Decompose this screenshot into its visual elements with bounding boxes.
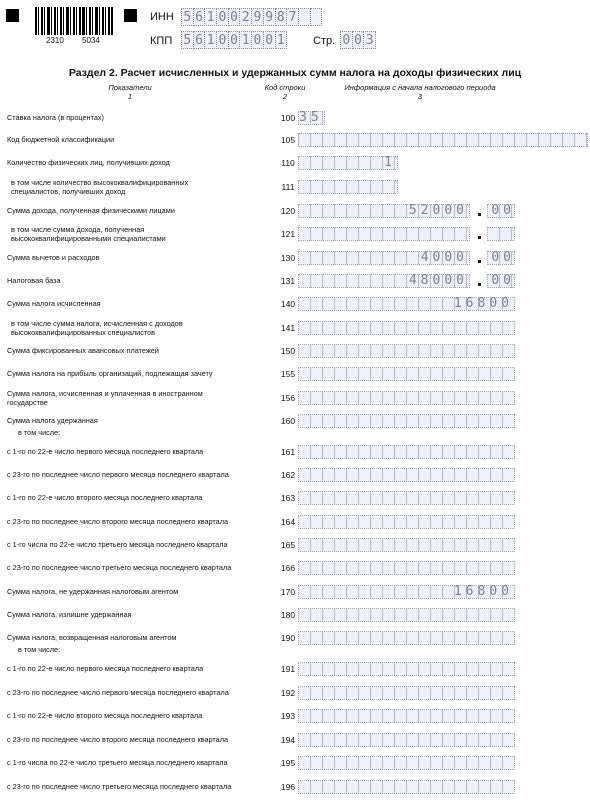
row-label-140: Сумма налога исчисленная — [7, 299, 101, 308]
row-label-190: Сумма налога, возвращенная налоговым агентом — [7, 633, 177, 642]
row-sublabel-190: в том числе: — [18, 645, 61, 654]
decimal-point-120 — [478, 213, 481, 216]
field-141[interactable] — [298, 321, 515, 335]
row-code-121: 121 — [280, 229, 296, 239]
row-code-195: 195 — [280, 758, 296, 768]
row-code-110: 110 — [281, 158, 295, 168]
row-label-195: с 1-го числа по 22-е число третьего месяца последнего квартала — [7, 758, 228, 767]
row-code-164: 164 — [280, 517, 296, 527]
row-label-111: в том числе количество высококвалифицированных специалистов, получивших доход — [11, 178, 189, 196]
row-label-155: Сумма налога на прибыль организаций, подлежащая зачету — [7, 369, 213, 378]
row-label-192: с 23-го по последнее число первого месяца последнего квартала — [7, 688, 229, 697]
column-number-2: 2 — [282, 92, 288, 101]
column-header-line-code-label: Код строки — [264, 83, 306, 92]
value-100: 35 — [299, 110, 323, 125]
kpp-cell: 1 — [275, 31, 288, 49]
inn-cell — [310, 8, 323, 26]
row-label-100: Ставка налога (в процентах) — [7, 113, 104, 122]
inn-cell: 5 — [181, 8, 194, 26]
row-label-131: Налоговая база — [7, 276, 61, 285]
page-cell: 3 — [363, 31, 376, 49]
row-code-140: 140 — [280, 299, 296, 309]
inn-label: ИНН — [150, 11, 174, 23]
decimal-point-131 — [478, 283, 481, 286]
value-130: 4000 — [420, 250, 468, 265]
barcode-number-right: 5034 — [82, 36, 100, 45]
row-code-120: 120 — [280, 206, 296, 216]
row-label-180: Сумма налога, излишне удержанная — [7, 610, 132, 619]
column-number-1: 1 — [127, 92, 133, 101]
inn-cell: 2 — [239, 8, 252, 26]
field-190[interactable] — [298, 631, 515, 645]
inn-cell: 6 — [193, 8, 206, 26]
row-code-150: 150 — [280, 346, 296, 356]
row-code-100: 100 — [280, 113, 296, 123]
field-191[interactable] — [298, 662, 515, 676]
value-131: 48000 — [408, 273, 468, 288]
corner-marker-left — [6, 9, 19, 22]
section-title: Раздел 2. Расчет исчисленных и удержанных сумм налога на доходы физических лиц — [68, 67, 522, 79]
row-code-141: 141 — [280, 323, 296, 333]
field-161[interactable] — [298, 445, 515, 459]
value-110: 1 — [384, 155, 396, 170]
inn-cell: 7 — [286, 8, 299, 26]
value-120: 52000 — [408, 203, 468, 218]
kpp-cell: 6 — [193, 31, 206, 49]
page-cell: 0 — [340, 31, 353, 49]
field-155[interactable] — [298, 367, 515, 381]
field-196[interactable] — [298, 780, 515, 794]
value-140: 16800 — [453, 296, 513, 311]
field-111[interactable] — [298, 180, 398, 194]
value-kop-130: 00 — [491, 250, 515, 265]
page-cell: 0 — [352, 31, 365, 49]
row-code-131: 131 — [280, 276, 296, 286]
kpp-cell: 0 — [251, 31, 264, 49]
kpp-cell: 1 — [204, 31, 217, 49]
row-label-165: с 1-го числа по 22-е число третьего месяца последнего квартала — [7, 540, 228, 549]
row-code-162: 162 — [280, 470, 296, 480]
field-160[interactable] — [298, 414, 515, 428]
row-code-163: 163 — [280, 493, 296, 503]
row-label-105: Код бюджетной классификации — [7, 135, 115, 144]
field-156[interactable] — [298, 391, 515, 405]
row-label-162: с 23-го по последнее число первого месяца последнего квартала — [7, 470, 229, 479]
row-label-161: с 1-го по 22-е число первого месяца последнего квартала — [7, 447, 204, 456]
inn-field[interactable] — [181, 8, 321, 26]
page-number-field[interactable] — [340, 31, 375, 49]
row-label-196: с 23-го по последнее число третьего месяца последнего квартала — [7, 782, 232, 791]
decimal-point-130 — [478, 260, 481, 263]
row-code-190: 190 — [280, 633, 296, 643]
field-163[interactable] — [298, 491, 515, 505]
row-label-170: Сумма налога, не удержанная налоговым агентом — [7, 587, 179, 596]
column-header-indicators-label: Показатели — [108, 83, 152, 92]
row-code-192: 192 — [280, 688, 296, 698]
kpp-field[interactable] — [181, 31, 286, 49]
field-166[interactable] — [298, 561, 515, 575]
row-label-150: Сумма фиксированных авансовых платежей — [7, 346, 159, 355]
field-162[interactable] — [298, 468, 515, 482]
inn-cell: 9 — [263, 8, 276, 26]
row-code-180: 180 — [280, 610, 296, 620]
row-label-164: с 23-го по последнее число второго месяца последнего квартала — [7, 517, 229, 526]
row-code-130: 130 — [280, 253, 296, 263]
inn-cell: 0 — [216, 8, 229, 26]
row-label-120: Сумма дохода, полученная физическими лицами — [7, 206, 175, 215]
row-code-196: 196 — [280, 782, 296, 792]
row-code-155: 155 — [280, 369, 296, 379]
inn-cell: 8 — [275, 8, 288, 26]
field-193[interactable] — [298, 709, 515, 723]
row-code-193: 193 — [280, 711, 296, 721]
decimal-point-121 — [478, 236, 481, 239]
row-label-130: Сумма вычетов и расходов — [7, 253, 100, 262]
kpp-cell: 5 — [181, 31, 194, 49]
kpp-cell: 0 — [228, 31, 241, 49]
inn-cell: 9 — [251, 8, 264, 26]
row-code-156: 156 — [280, 393, 296, 403]
kpp-cell: 0 — [216, 31, 229, 49]
column-header-period-info — [330, 83, 510, 101]
barcode-icon — [35, 7, 113, 35]
row-code-165: 165 — [280, 540, 296, 550]
column-number-3: 3 — [417, 92, 423, 101]
field-165[interactable] — [298, 538, 515, 552]
field-150[interactable] — [298, 344, 515, 358]
field-180[interactable] — [298, 608, 515, 622]
inn-cell: 1 — [204, 8, 217, 26]
row-code-161: 161 — [280, 447, 296, 457]
row-code-191: 191 — [280, 664, 296, 674]
row-code-166: 166 — [280, 563, 296, 573]
column-header-period-info-label: Информация с начала налогового периода — [344, 83, 496, 92]
row-label-193: с 1-го по 22-е число второго месяца последнего квартала — [7, 711, 203, 720]
field-121[interactable] — [298, 227, 470, 241]
field-194[interactable] — [298, 733, 515, 747]
kpp-cell: 1 — [239, 31, 252, 49]
row-label-163: с 1-го по 22-е число второго месяца последнего квартала — [7, 493, 203, 502]
value-170: 16800 — [453, 584, 513, 599]
field-kop-121[interactable] — [487, 227, 515, 241]
corner-marker-right — [124, 9, 137, 22]
kpp-label: КПП — [150, 35, 173, 47]
row-sublabel-160: в том числе: — [18, 428, 61, 437]
row-label-160: Сумма налога удержанная — [7, 416, 98, 425]
barcode-number-left: 2310 — [46, 36, 64, 45]
row-label-191: с 1-го по 22-е число первого месяца последнего квартала — [7, 664, 204, 673]
value-kop-131: 00 — [491, 273, 515, 288]
row-code-170: 170 — [280, 587, 296, 597]
column-header-line-code — [255, 83, 315, 101]
page-label: Стр. — [313, 35, 336, 47]
kpp-cell: 0 — [263, 31, 276, 49]
row-code-111: 111 — [281, 182, 295, 192]
field-195[interactable] — [298, 756, 515, 770]
row-code-160: 160 — [280, 416, 296, 426]
inn-cell: 0 — [228, 8, 241, 26]
row-label-156: Сумма налога, исчисленная и уплаченная в иностранном государстве — [7, 389, 203, 407]
column-header-indicators — [90, 83, 170, 101]
row-label-121: в том числе сумма дохода, полученная высококвалифицированными специалистами — [11, 225, 166, 243]
value-kop-120: 00 — [491, 203, 515, 218]
row-label-166: с 23-го по последнее число третьего месяца последнего квартала — [7, 563, 232, 572]
row-label-194: с 23-го по последнее число второго месяца последнего квартала — [7, 735, 229, 744]
field-105[interactable] — [298, 133, 588, 147]
row-code-105: 105 — [280, 135, 296, 145]
row-label-141: в том числе сумма налога, исчисленная с доходов высококвалифицированных специалистов — [11, 319, 183, 337]
row-code-194: 194 — [280, 735, 296, 745]
row-label-110: Количество физических лиц, получивших доход — [7, 158, 170, 167]
field-164[interactable] — [298, 515, 515, 529]
field-192[interactable] — [298, 686, 515, 700]
